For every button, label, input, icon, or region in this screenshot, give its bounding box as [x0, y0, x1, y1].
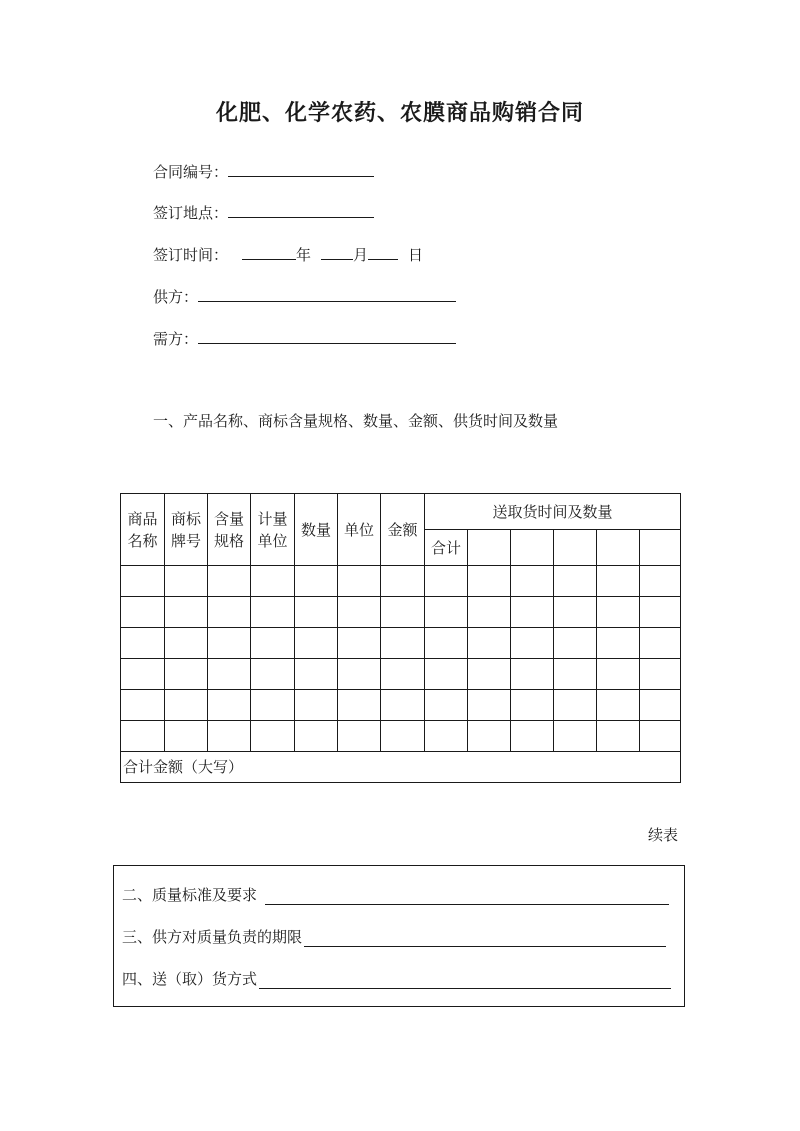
year-line[interactable] [242, 243, 296, 260]
table-cell[interactable] [295, 690, 338, 721]
table-cell[interactable] [425, 628, 468, 659]
header-delivery: 送取货时间及数量 [425, 494, 681, 530]
table-cell[interactable] [338, 597, 381, 628]
table-cell[interactable] [251, 721, 295, 752]
table-cell[interactable] [165, 690, 208, 721]
table-cell[interactable] [468, 566, 511, 597]
product-table [120, 493, 681, 783]
header-amount: 金额 [381, 494, 425, 566]
table-cell[interactable] [295, 721, 338, 752]
table-row [121, 690, 681, 721]
table-cell[interactable] [425, 659, 468, 690]
table-row [121, 628, 681, 659]
table-cell[interactable] [251, 659, 295, 690]
total-amount-label[interactable]: 合计金额（大写） [121, 752, 681, 783]
header-unit: 单位 [338, 494, 381, 566]
table-cell[interactable] [597, 690, 640, 721]
table-row [121, 721, 681, 752]
table-cell[interactable] [338, 690, 381, 721]
table-cell[interactable] [208, 690, 251, 721]
table-cell[interactable] [165, 659, 208, 690]
header-brand: 商标牌号 [165, 494, 208, 566]
table-cell[interactable] [554, 566, 597, 597]
header-product-name: 商品名称 [121, 494, 165, 566]
table-row [121, 659, 681, 690]
table-cell[interactable] [381, 721, 425, 752]
table-cell[interactable] [121, 566, 165, 597]
table-cell[interactable] [208, 628, 251, 659]
terms-box [113, 865, 685, 1007]
header-quantity: 数量 [295, 494, 338, 566]
supplier-field [153, 285, 456, 307]
table-cell[interactable] [121, 597, 165, 628]
section-1-heading: 一、产品名称、商标含量规格、数量、金额、供货时间及数量 [153, 412, 559, 430]
table-cell[interactable] [511, 690, 554, 721]
section-3-line[interactable] [304, 930, 666, 947]
table-cell[interactable] [554, 597, 597, 628]
table-cell[interactable] [295, 597, 338, 628]
table-cell[interactable] [511, 566, 554, 597]
supplier-label: 供方： [153, 288, 199, 306]
table-cell[interactable] [208, 597, 251, 628]
table-cell[interactable] [640, 628, 681, 659]
table-cell[interactable] [640, 597, 681, 628]
day-line[interactable] [368, 243, 398, 260]
table-cell[interactable] [121, 659, 165, 690]
contract-number-field [153, 160, 374, 182]
table-cell[interactable] [640, 690, 681, 721]
table-cell[interactable] [165, 597, 208, 628]
table-cell[interactable] [381, 597, 425, 628]
table-cell[interactable] [468, 690, 511, 721]
table-cell[interactable] [468, 628, 511, 659]
table-cell[interactable] [597, 659, 640, 690]
table-cell[interactable] [597, 597, 640, 628]
table-cell[interactable] [554, 690, 597, 721]
table-cell[interactable] [640, 721, 681, 752]
signing-place-line[interactable] [228, 201, 374, 218]
section-2-line[interactable] [265, 888, 669, 905]
table-cell[interactable] [597, 721, 640, 752]
table-cell[interactable] [251, 597, 295, 628]
table-cell[interactable] [208, 659, 251, 690]
signing-time-field [153, 243, 423, 265]
table-cell[interactable] [554, 628, 597, 659]
table-cell[interactable] [511, 530, 554, 566]
page-title: 化肥、化学农药、农膜商品购销合同 [215, 101, 584, 126]
table-cell[interactable] [338, 566, 381, 597]
table-cell[interactable] [597, 566, 640, 597]
section-3-label: 三、供方对质量负责的期限 [122, 928, 303, 946]
table-cell[interactable] [295, 628, 338, 659]
section-4-line[interactable] [259, 972, 671, 989]
header-subtotal: 合计 [425, 530, 468, 566]
table-cell[interactable] [165, 566, 208, 597]
contract-number-label: 合同编号： [153, 163, 229, 181]
table-cell[interactable] [425, 721, 468, 752]
table-cell[interactable] [121, 721, 165, 752]
table-cell[interactable] [554, 530, 597, 566]
table-cell[interactable] [640, 566, 681, 597]
table-cell[interactable] [251, 690, 295, 721]
table-cell[interactable] [554, 659, 597, 690]
section-4-row [122, 968, 671, 989]
year-label: 年 [296, 246, 312, 264]
table-cell[interactable] [468, 530, 511, 566]
table-cell[interactable] [338, 659, 381, 690]
table-cell[interactable] [597, 628, 640, 659]
table-row [121, 597, 681, 628]
section-3-row [122, 926, 666, 947]
signing-place-label: 签订地点： [153, 204, 229, 222]
table-cell[interactable] [208, 721, 251, 752]
table-cell[interactable] [208, 566, 251, 597]
table-cell[interactable] [381, 628, 425, 659]
day-label: 日 [408, 246, 424, 264]
table-cell[interactable] [425, 690, 468, 721]
table-cell[interactable] [121, 690, 165, 721]
buyer-label: 需方： [153, 330, 199, 348]
table-cell[interactable] [468, 721, 511, 752]
table-cell[interactable] [511, 659, 554, 690]
table-cell[interactable] [597, 530, 640, 566]
table-cell[interactable] [165, 628, 208, 659]
total-amount-row [121, 752, 681, 783]
contract-number-line[interactable] [228, 160, 374, 177]
table-cell[interactable] [338, 721, 381, 752]
buyer-line[interactable] [198, 327, 456, 344]
table-cell[interactable] [381, 690, 425, 721]
section-4-label: 四、送（取）货方式 [122, 970, 258, 988]
buyer-field [153, 327, 456, 349]
table-cell[interactable] [295, 659, 338, 690]
signing-place-field [153, 201, 374, 223]
table-header-row [121, 494, 681, 530]
table-cell[interactable] [511, 628, 554, 659]
table-cell[interactable] [251, 628, 295, 659]
section-2-row [122, 884, 669, 905]
section-2-label: 二、质量标准及要求 [122, 886, 258, 904]
table-cell[interactable] [251, 566, 295, 597]
table-cell[interactable] [121, 628, 165, 659]
table-cell[interactable] [554, 721, 597, 752]
table-cell[interactable] [381, 566, 425, 597]
table-cell[interactable] [165, 721, 208, 752]
table-cell[interactable] [295, 566, 338, 597]
table-cell[interactable] [338, 628, 381, 659]
month-line[interactable] [321, 243, 353, 260]
header-unit-of-measure: 计量单位 [251, 494, 295, 566]
table-cell[interactable] [511, 597, 554, 628]
continued-label: 续表 [647, 826, 678, 844]
header-spec: 含量规格 [208, 494, 251, 566]
table-cell[interactable] [511, 721, 554, 752]
month-label: 月 [353, 246, 369, 264]
signing-time-label: 签订时间： [153, 246, 229, 264]
table-row [121, 566, 681, 597]
table-cell[interactable] [640, 659, 681, 690]
table-cell[interactable] [468, 597, 511, 628]
table-cell[interactable] [425, 597, 468, 628]
supplier-line[interactable] [198, 285, 456, 302]
table-cell[interactable] [468, 659, 511, 690]
table-cell[interactable] [425, 566, 468, 597]
table-cell[interactable] [381, 659, 425, 690]
table-cell[interactable] [640, 530, 681, 566]
